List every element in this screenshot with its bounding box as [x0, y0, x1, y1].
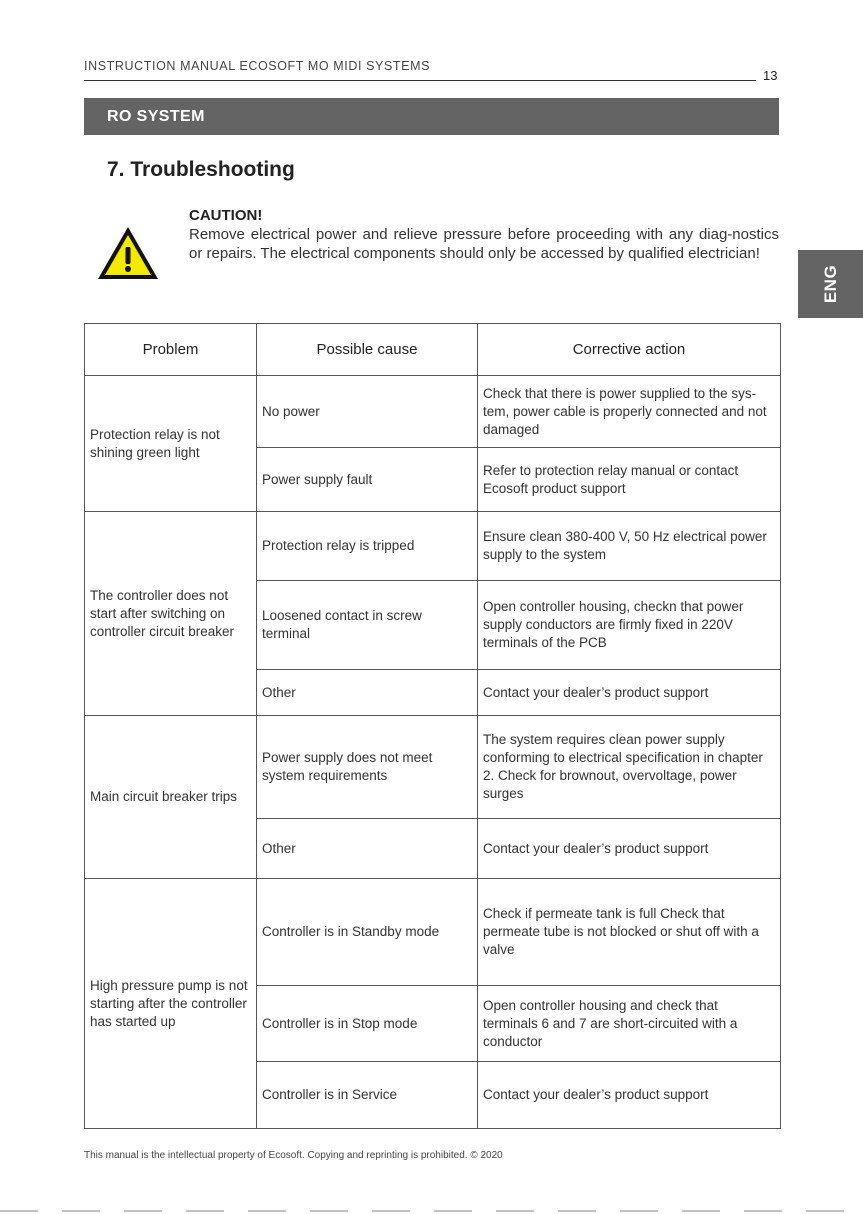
action-cell: Refer to protection relay manual or contact Ecosoft product support [478, 448, 781, 512]
header-possible-cause: Possible cause [257, 324, 478, 376]
cause-cell: Other [257, 670, 478, 716]
language-tab [798, 250, 863, 318]
cause-cell: Controller is in Standby mode [257, 879, 478, 986]
caution-label: CAUTION! [189, 207, 263, 224]
cause-cell: Controller is in Service [257, 1062, 478, 1129]
action-cell: The system requires clean power supply conforming to electrical specification in chapter 2. Check for brownout, overvoltage, power surges [478, 716, 781, 819]
table-row [85, 879, 781, 986]
language-tab-label: ENG [820, 264, 840, 304]
cause-cell: Protection relay is tripped [257, 512, 478, 581]
section-bar: RO SYSTEM [84, 98, 779, 135]
table-row [85, 716, 781, 819]
header-rule [84, 80, 756, 81]
header-title: INSTRUCTION MANUAL ECOSOFT MO MIDI SYSTEMS [84, 59, 431, 73]
table-header-row [85, 324, 781, 376]
cause-cell: Power supply fault [257, 448, 478, 512]
problem-cell: High pressure pump is not starting after the controller has started up [85, 879, 257, 1129]
footer-copyright: This manual is the intellectual property of Ecosoft. Copying and reprinting is prohibited. © 2020 [84, 1150, 503, 1161]
cause-cell: Loosened contact in screw terminal [257, 581, 478, 670]
caution-text: Remove electrical power and relieve pressure before proceeding with any diag-nostics or repairs. The electrical components should only be accessed by qualified electrician! [189, 226, 779, 262]
problem-cell: Main circuit breaker trips [85, 716, 257, 879]
warning-triangle-icon [96, 225, 160, 281]
action-cell: Ensure clean 380-400 V, 50 Hz electrical power supply to the system [478, 512, 781, 581]
action-cell: Contact your dealer’s product support [478, 670, 781, 716]
page-number: 13 [763, 68, 778, 83]
problem-cell: Protection relay is not shining green light [85, 376, 257, 512]
cause-cell: Controller is in Stop mode [257, 986, 478, 1062]
problem-cell: The controller does not start after switching on controller circuit breaker [85, 512, 257, 716]
action-cell: Contact your dealer’s product support [478, 1062, 781, 1129]
action-cell: Open controller housing, checkn that power supply conductors are firmly fixed in 220V terminals of the PCB [478, 581, 781, 670]
page-bottom-marks [0, 1210, 863, 1212]
table-row [85, 512, 781, 581]
caution-block [189, 206, 779, 263]
section-title: 7. Troubleshooting [107, 158, 295, 181]
cause-cell: No power [257, 376, 478, 448]
cause-cell: Power supply does not meet system requirements [257, 716, 478, 819]
action-cell: Check if permeate tank is full Check that permeate tube is not blocked or shut off with a valve [478, 879, 781, 986]
header-corrective-action: Corrective action [478, 324, 781, 376]
cause-cell: Other [257, 819, 478, 879]
troubleshooting-table [84, 323, 781, 1129]
action-cell: Open controller housing and check that terminals 6 and 7 are short-circuited with a conductor [478, 986, 781, 1062]
header-problem: Problem [85, 324, 257, 376]
action-cell: Contact your dealer’s product support [478, 819, 781, 879]
table-row [85, 376, 781, 448]
action-cell: Check that there is power supplied to the sys-tem, power cable is properly connected and not damaged [478, 376, 781, 448]
